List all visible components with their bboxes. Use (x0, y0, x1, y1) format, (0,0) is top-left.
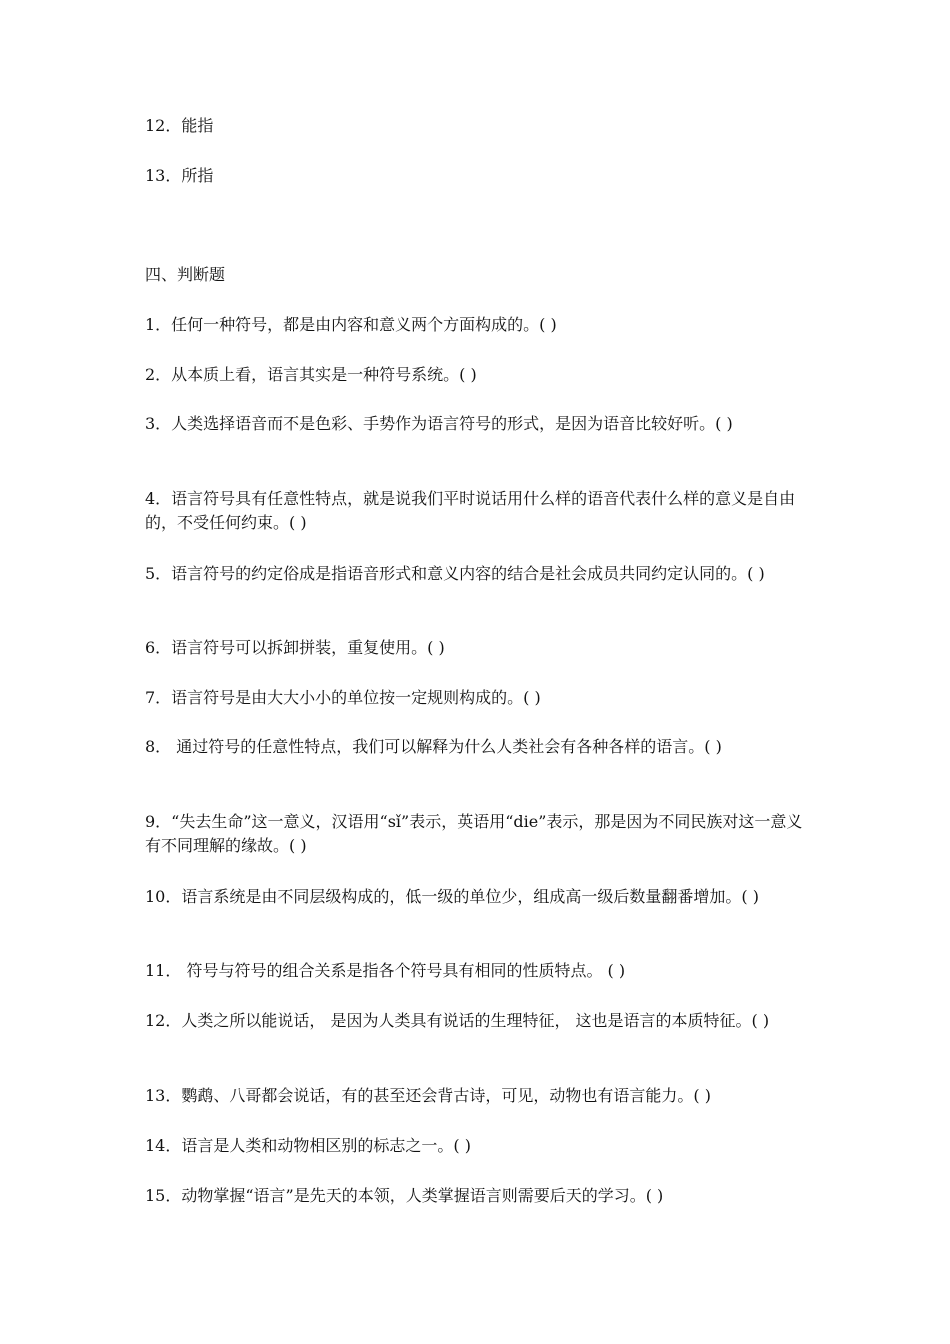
question-item-5: 5．语言符号的约定俗成是指语音形式和意义内容的结合是社会成员共同约定认同的。( ) (145, 564, 765, 583)
question-item-14: 14．语言是人类和动物相区别的标志之一。( ) (145, 1136, 471, 1155)
question-item-1: 1．任何一种符号，都是由内容和意义两个方面构成的。( ) (145, 315, 557, 334)
question-item-4: 4．语言符号具有任意性特点，就是说我们平时说话用什么样的语音代表什么样的意义是自由的，不受任何约束。( ) (145, 489, 796, 532)
question-item-2: 2．从本质上看，语言其实是一种符号系统。( ) (145, 365, 477, 384)
question-item-11: 11． 符号与符号的组合关系是指各个符号具有相同的性质特点。 ( ) (145, 961, 626, 980)
term-item-13: 13．所指 (145, 166, 214, 185)
question-item-8: 8． 通过符号的任意性特点，我们可以解释为什么人类社会有各种各样的语言。( ) (145, 737, 722, 756)
question-item-15: 15．动物掌握“语言”是先天的本领，人类掌握语言则需要后天的学习。( ) (145, 1186, 664, 1205)
question-item-10: 10．语言系统是由不同层级构成的，低一级的单位少，组成高一级后数量翻番增加。( ) (145, 887, 759, 906)
term-item-12: 12．能指 (145, 116, 214, 135)
question-item-13: 13．鹦鹉、八哥都会说话，有的甚至还会背古诗，可见，动物也有语言能力。( ) (145, 1086, 711, 1105)
question-item-3: 3．人类选择语音而不是色彩、手势作为语言符号的形式，是因为语音比较好听。( ) (145, 414, 733, 433)
question-item-6: 6．语言符号可以拆卸拼装，重复使用。( ) (145, 638, 445, 657)
section-heading: 四、判断题 (145, 265, 226, 284)
question-item-9: 9．“失去生命”这一意义，汉语用“sǐ”表示，英语用“die”表示，那是因为不同民族对这一意义有不同理解的缘故。( ) (145, 812, 803, 855)
question-item-7: 7．语言符号是由大大小小的单位按一定规则构成的。( ) (145, 688, 541, 707)
question-item-12: 12．人类之所以能说话， 是因为人类具有说话的生理特征， 这也是语言的本质特征。( ) (145, 1011, 770, 1030)
